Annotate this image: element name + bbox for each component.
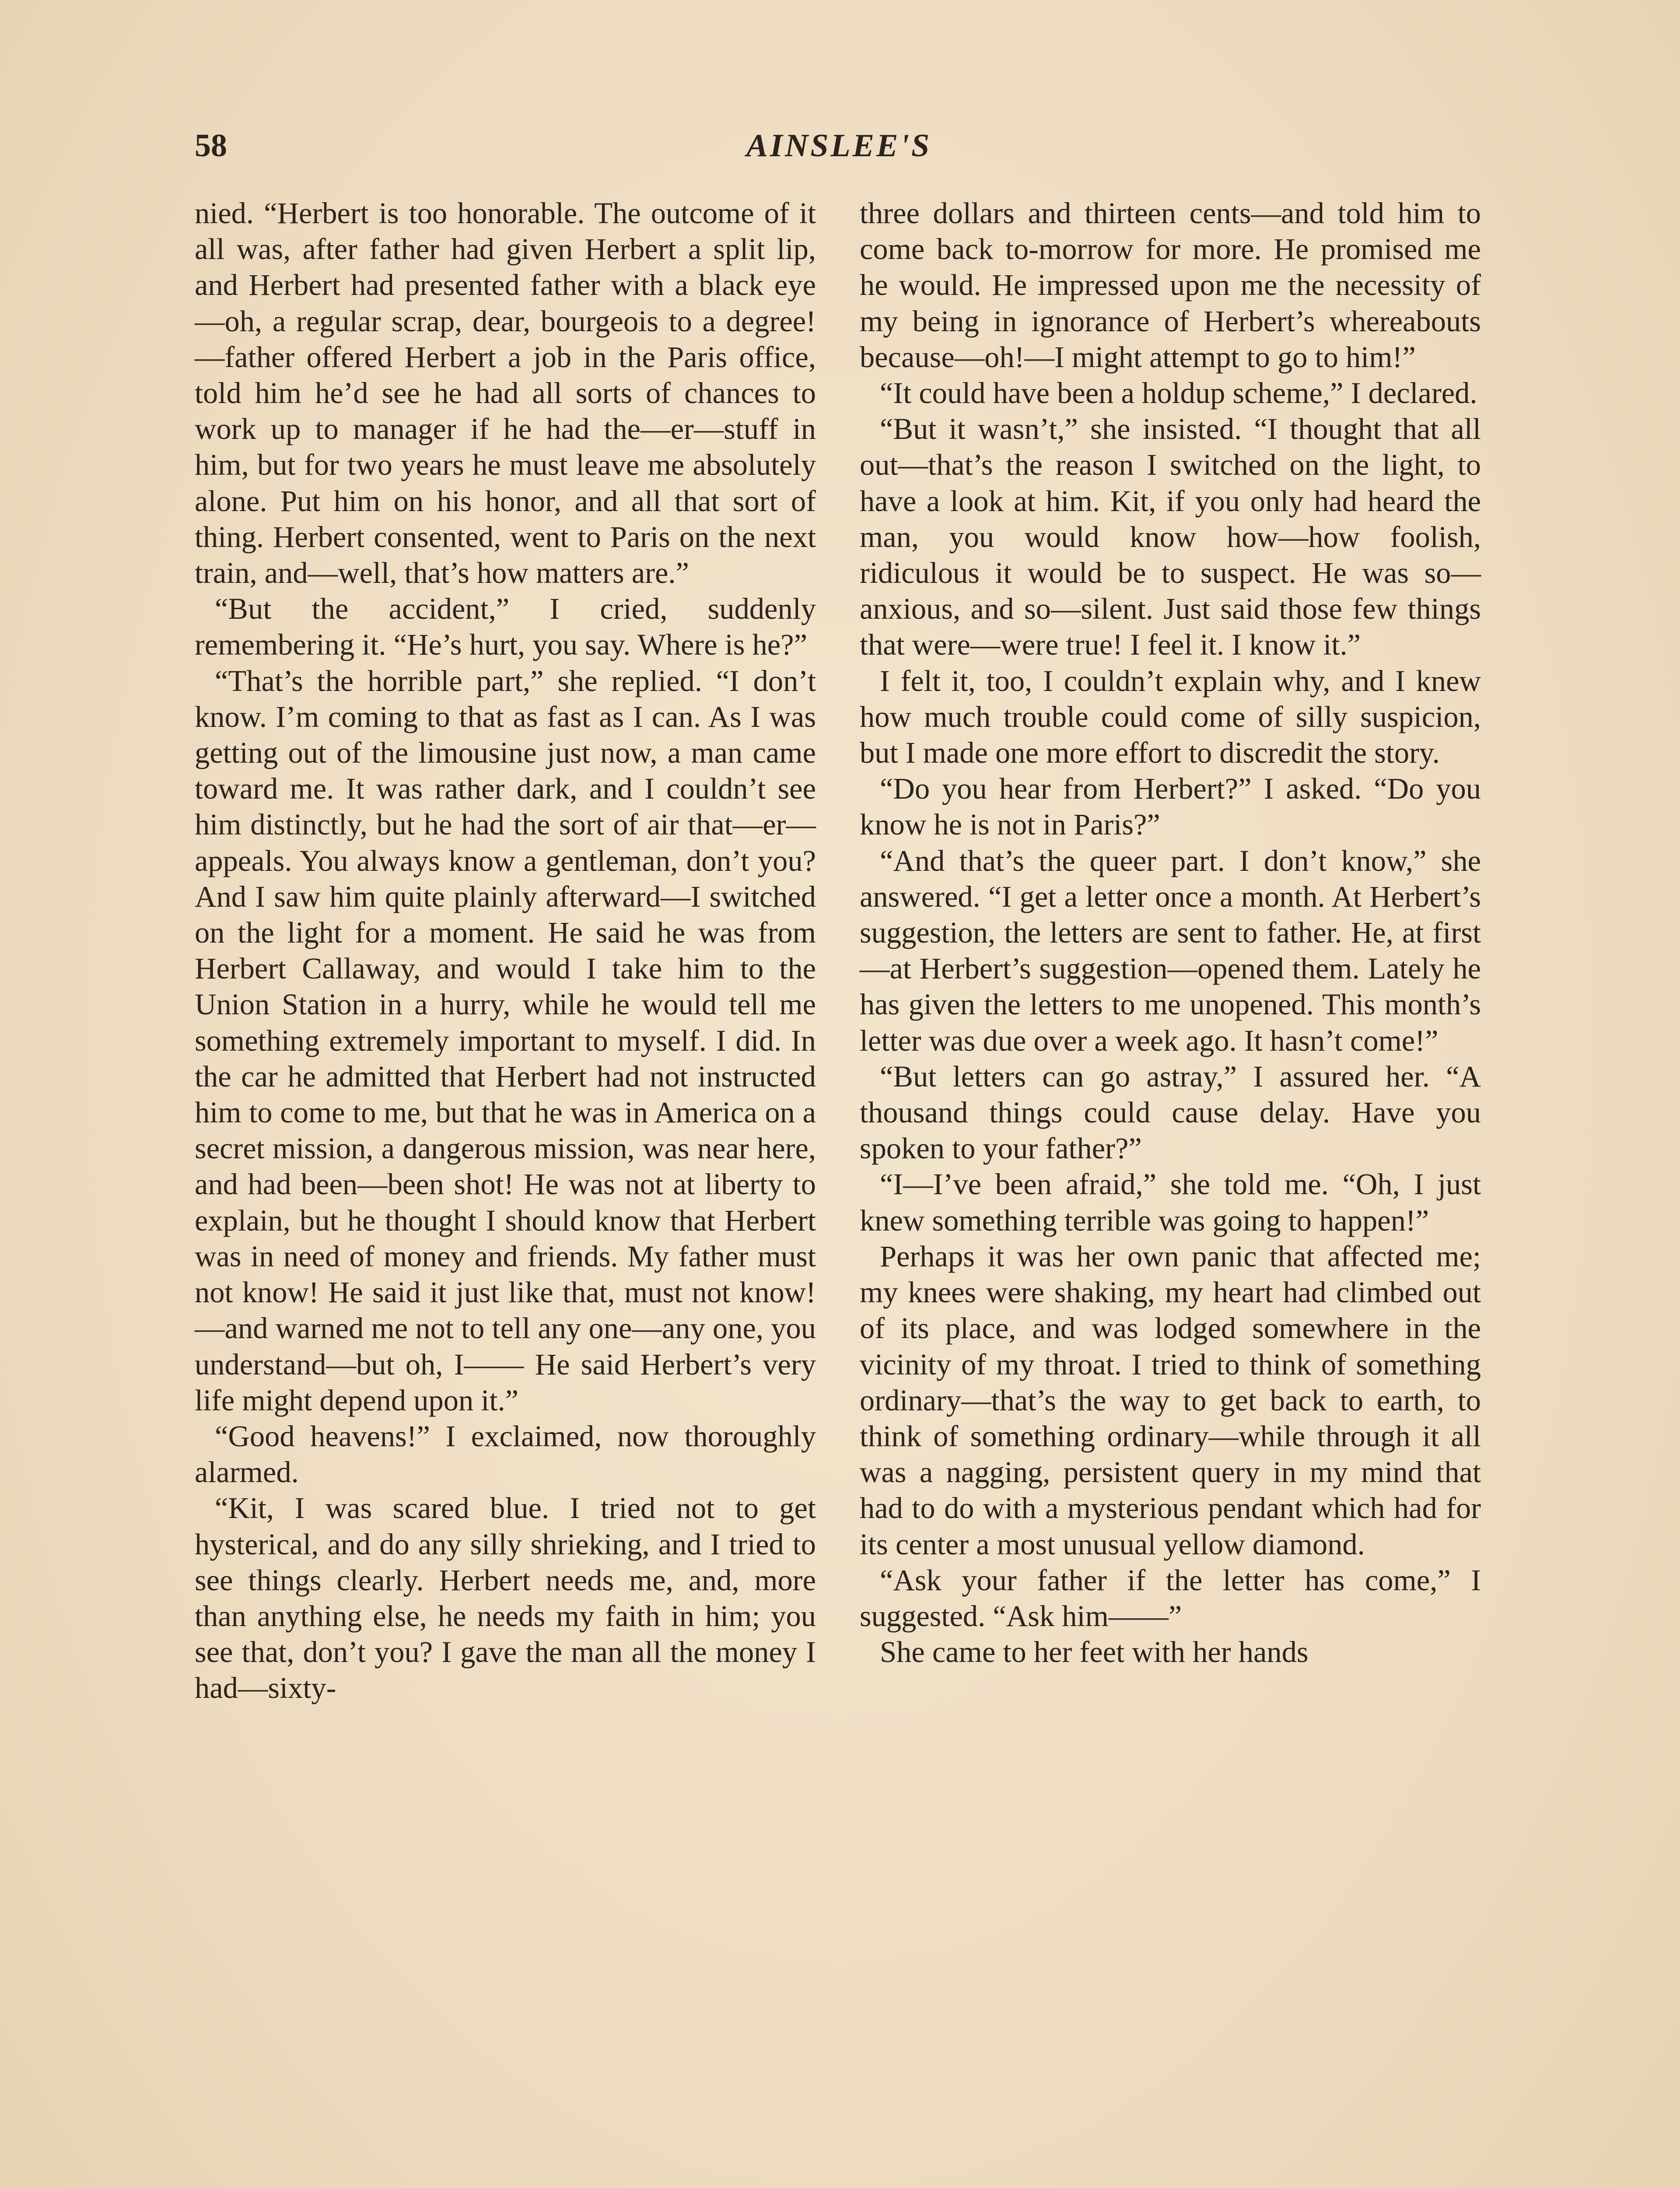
paragraph: “I—I’ve been afraid,” she told me. “Oh, I just knew something terrible was going to happen!” <box>860 1168 1481 1237</box>
paragraph: “Ask your father if the letter has come,” I suggested. “Ask him——” <box>860 1563 1481 1633</box>
paragraph: nied. “Herbert is too honorable. The outcome of it all was, after father had given Herbert a split lip, and Herbert had presented father with a black eye —oh, a regular scrap, dear, bourgeois to a degree!—father offered Herbert a job in the Paris office, told him he’d see he had all sorts of chances to work up to manager if he had the—er—stuff in him, but for two years he must leave me absolutely alone. Put him on his honor, and all that sort of thing. Herbert consented, went to Paris on the next train, and—well, that’s how matters are.” <box>195 196 816 590</box>
page-number: 58 <box>195 128 227 164</box>
paragraph: I felt it, too, I couldn’t explain why, and I knew how much trouble could come of silly suspicion, but I made one more effort to discredit the story. <box>860 664 1481 770</box>
paragraph: “Kit, I was scared blue. I tried not to get hysterical, and do any silly shrieking, and I tried to see things clearly. Herbert needs me, and, more than anything else, he needs my faith in him; you see that, don’t you? I gave the man all the money I had—sixty- <box>195 1491 816 1705</box>
paragraph: She came to her feet with her hands <box>880 1635 1309 1669</box>
page-header <box>195 122 1483 170</box>
paragraph: “But letters can go astray,” I assured her. “A thousand things could cause delay. Have you spoken to your father?” <box>860 1059 1481 1165</box>
paragraph: “That’s the horrible part,” she replied. “I don’t know. I’m coming to that as fast as I can. As I was getting out of the limousine just now, a man came toward me. It was rather dark, and I couldn’t see him distinctly, but he had the sort of air that—er—appeals. You always know a gentleman, don’t you? And I saw him quite plainly afterward—I switched on the light for a moment. He said he was from Herbert Callaway, and would I take him to the Union Station in a hurry, while he would tell me something extremely important to myself. I did. In the car he admitted that Herbert had not instructed him to come to me, but that he was in America on a secret mission, a dangerous mission, was near here, and had been—been shot! He was not at liberty to explain, but he thought I should know that Herbert was in need of money and friends. My father must not know! He said it just like that, must not know!—and warned me not to tell any one—any one, you understand—but oh, I—— He said Herbert’s very life might depend upon it.” <box>195 664 816 1417</box>
paragraph: three dollars and thirteen cents—and told him to come back to-morrow for more. He promised me he would. He impressed upon me the necessity of my being in ignorance of Herbert’s whereabouts because—oh!—I might attempt to go to him!” <box>860 196 1481 374</box>
paragraph: Perhaps it was her own panic that affected me; my knees were shaking, my heart had climbed out of its place, and was lodged somewhere in the vicinity of my throat. I tried to think of something ordinary—that’s the way to get back to earth, to think of something ordinary—while through it all was a nagging, persistent query in my mind that had to do with a mysterious pendant which had for its center a most unusual yellow diamond. <box>860 1239 1481 1561</box>
running-head: AINSLEE'S <box>746 128 932 164</box>
paragraph: “Good heavens!” I exclaimed, now thoroughly alarmed. <box>195 1419 816 1489</box>
paragraph: “It could have been a holdup scheme,” I declared. <box>880 376 1477 410</box>
right-column <box>860 195 1481 1670</box>
paragraph: “And that’s the queer part. I don’t know,” she answered. “I get a letter once a month. At Herbert’s suggestion, the letters are sent to father. He, at first—at Herbert’s suggestion—opened them. Lately he has given the letters to me unopened. This month’s letter was due over a week ago. It hasn’t come!” <box>860 844 1481 1057</box>
paragraph: “But the accident,” I cried, suddenly remembering it. “He’s hurt, you say. Where is he?” <box>195 592 816 662</box>
paragraph: “Do you hear from Herbert?” I asked. “Do you know he is not in Paris?” <box>860 772 1481 842</box>
paragraph: “But it wasn’t,” she insisted. “I thought that all out—that’s the reason I switched on the light, to have a look at him. Kit, if you only had heard the man, you would know how—how foolish, ridiculous it would be to suspect. He was so—anxious, and so—silent. Just said those few things that were—were true! I feel it. I know it.” <box>860 412 1481 662</box>
left-column <box>195 195 816 1706</box>
